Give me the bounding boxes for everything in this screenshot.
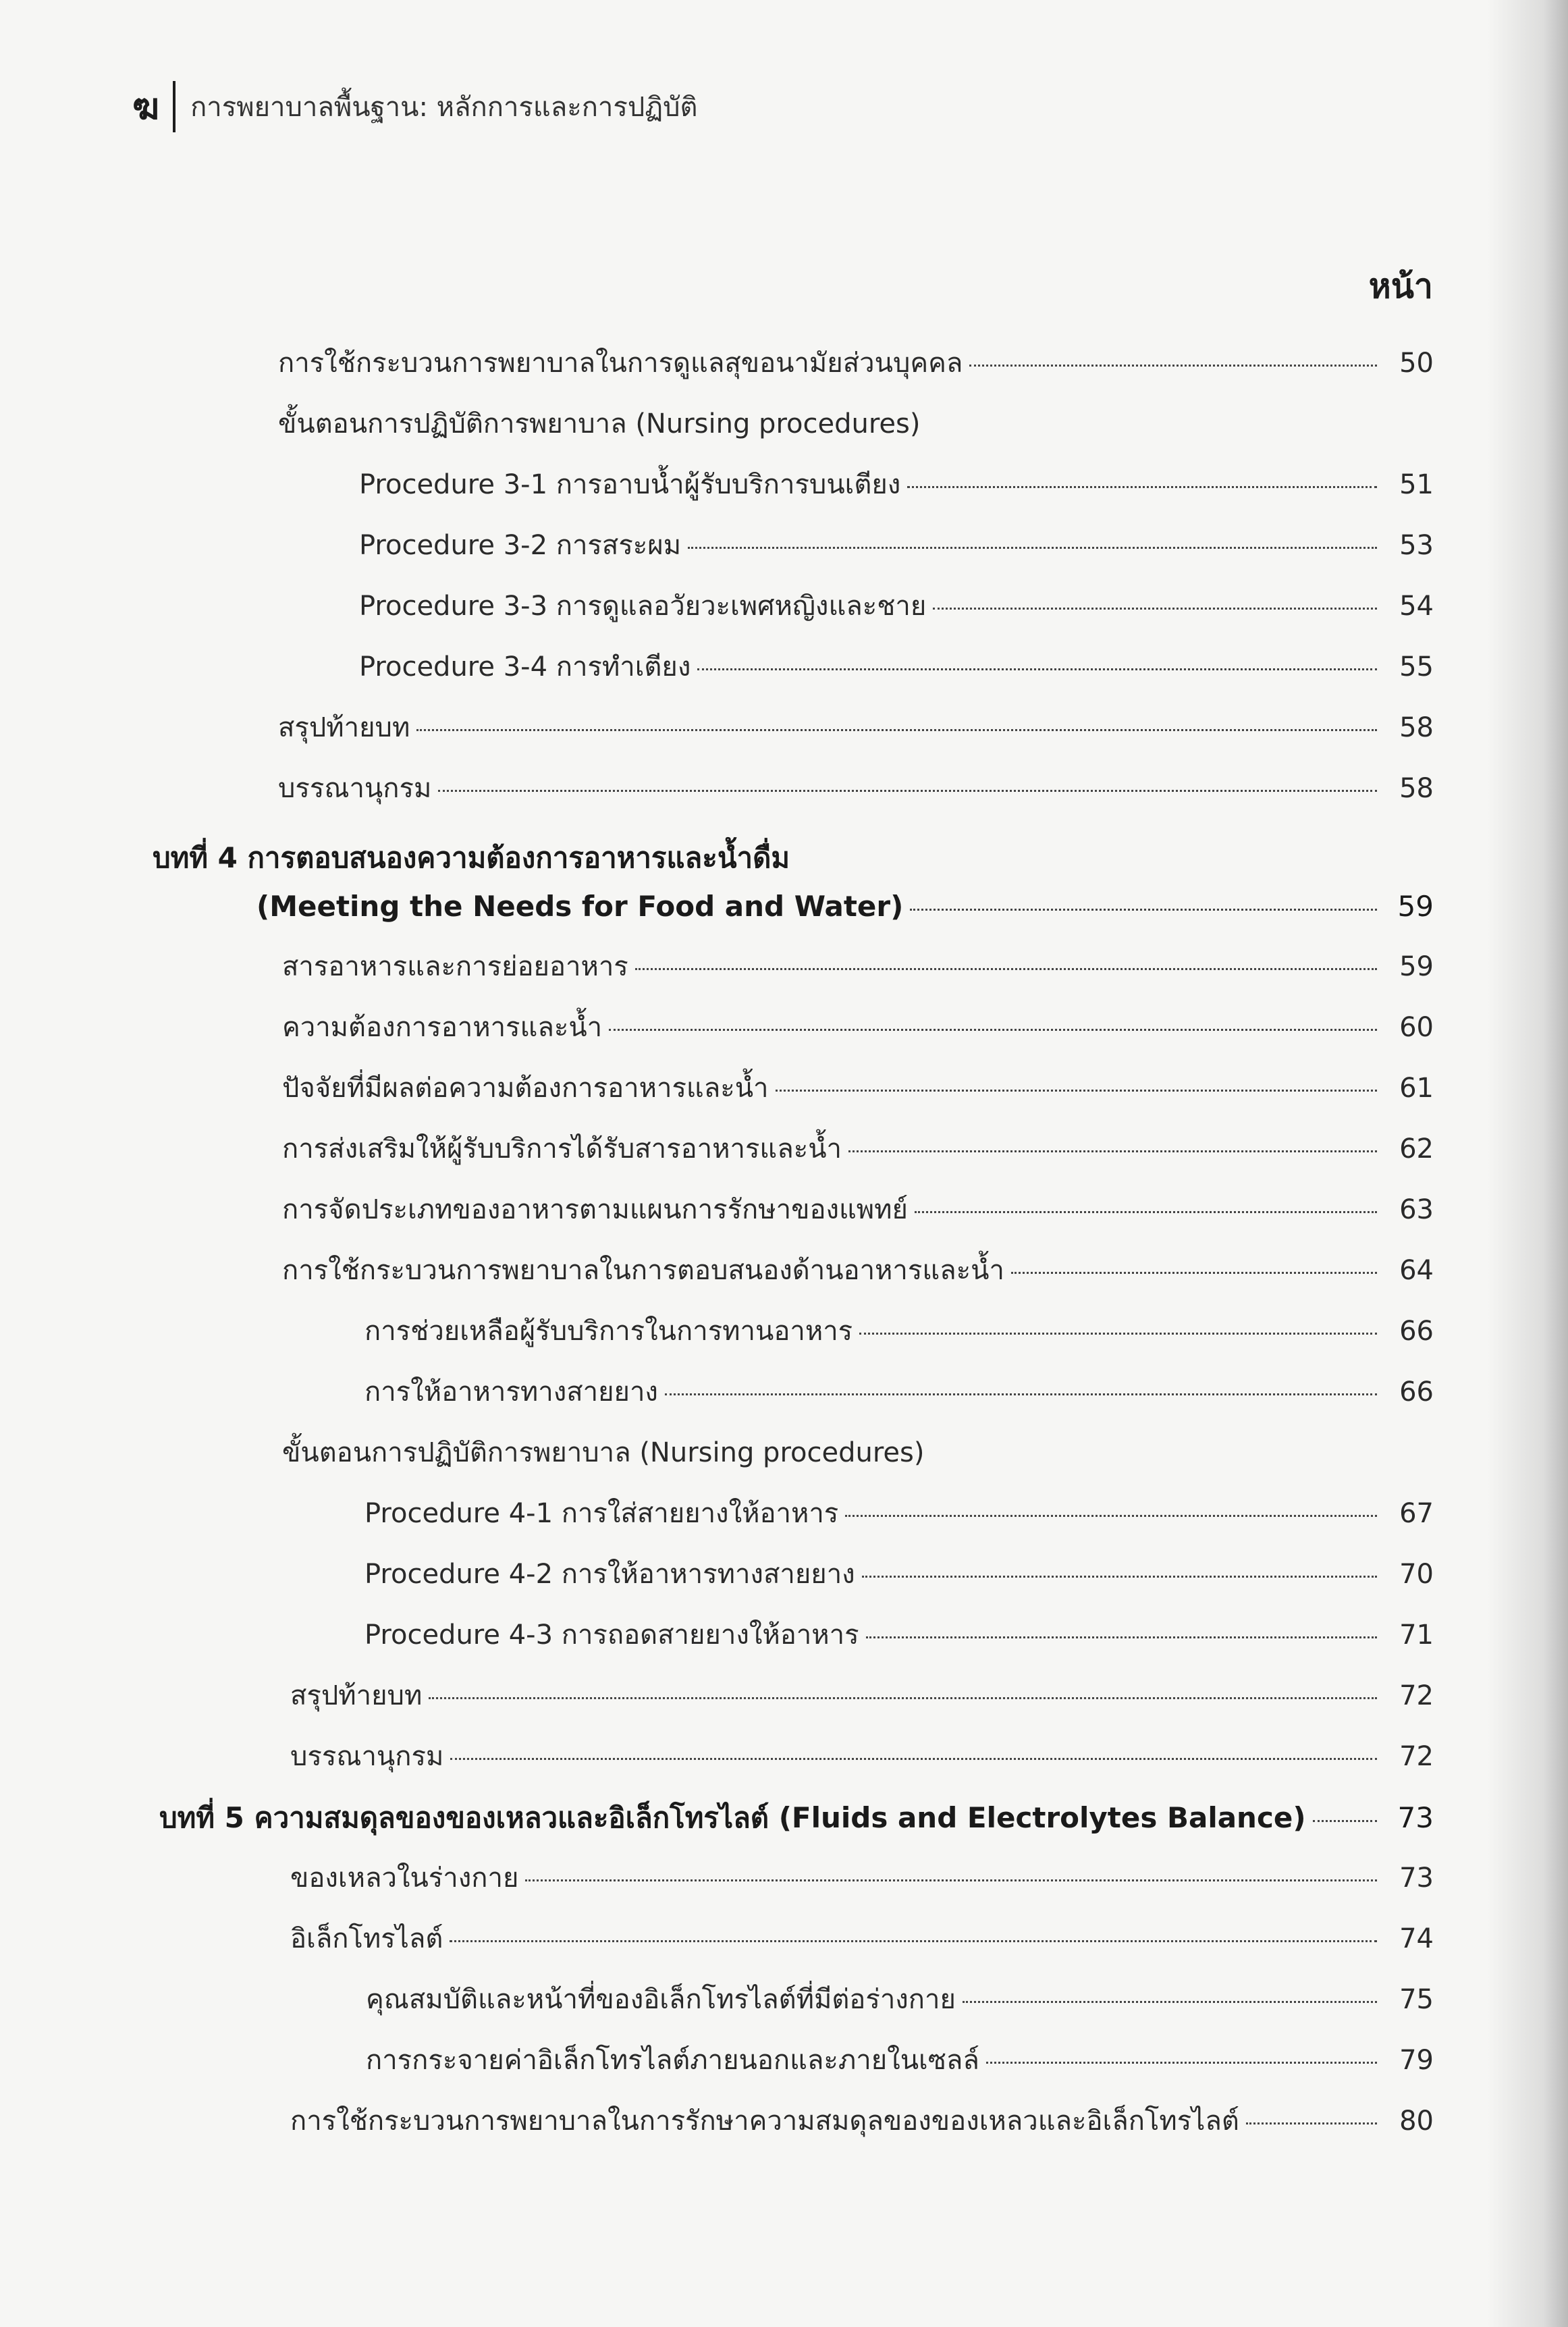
toc-entry: Procedure 3-4 การทำเตียง 55 xyxy=(359,651,1434,683)
dot-leader xyxy=(963,2001,1377,2003)
dot-leader xyxy=(429,1697,1377,1699)
toc-entry: ขั้นตอนการปฏิบัติการพยาบาล (Nursing procedures) xyxy=(282,1437,925,1468)
toc-entry: การใช้กระบวนการพยาบาลในการดูแลสุขอนามัยส่วนบุคคล 50 xyxy=(278,348,1434,379)
dot-leader xyxy=(450,1940,1377,1942)
dot-leader xyxy=(665,1393,1377,1395)
toc-entry: บรรณานุกรม 72 xyxy=(290,1741,1434,1772)
page-column-heading: หน้า xyxy=(1368,267,1433,306)
dot-leader xyxy=(915,1211,1377,1213)
toc-entry: สารอาหารและการย่อยอาหาร 59 xyxy=(282,951,1434,982)
dot-leader xyxy=(416,729,1377,731)
page-number-mark: ฆ xyxy=(132,85,160,128)
toc-entry: การช่วยเหลือผู้รับบริการในการทานอาหาร 66 xyxy=(364,1316,1434,1347)
toc-entry: Procedure 4-3 การถอดสายยางให้อาหาร 71 xyxy=(364,1620,1434,1651)
chapter-heading: บทที่ 5 ความสมดุลของของเหลวและอิเล็กโทรไลต์ (Fluids and Electrolytes Balance) 73 xyxy=(159,1801,1434,1834)
toc-entry: Procedure 4-2 การให้อาหารทางสายยาง 70 xyxy=(364,1559,1434,1590)
dot-leader xyxy=(933,608,1377,610)
toc-entry: Procedure 3-2 การสระผม 53 xyxy=(359,530,1434,561)
toc-entry: Procedure 3-1 การอาบน้ำผู้รับบริการบนเตียง 51 xyxy=(359,469,1434,500)
dot-leader xyxy=(609,1029,1377,1031)
dot-leader xyxy=(688,547,1377,549)
chapter-heading: (Meeting the Needs for Food and Water) 59 xyxy=(256,890,1434,923)
toc-entry: การจัดประเภทของอาหารตามแผนการรักษาของแพทย์ 63 xyxy=(282,1194,1434,1225)
toc-entry: การใช้กระบวนการพยาบาลในการตอบสนองด้านอาหารและน้ำ 64 xyxy=(282,1255,1434,1286)
dot-leader xyxy=(848,1150,1377,1152)
toc-entry: การส่งเสริมให้ผู้รับบริการได้รับสารอาหารและน้ำ 62 xyxy=(282,1133,1434,1165)
dot-leader xyxy=(859,1333,1377,1335)
dot-leader xyxy=(1246,2122,1377,2124)
dot-leader xyxy=(866,1636,1377,1638)
dot-leader xyxy=(907,486,1377,488)
toc-entry: Procedure 3-3 การดูแลอวัยวะเพศหญิงและชาย 54 xyxy=(359,591,1434,622)
dot-leader xyxy=(697,668,1377,670)
toc-entry: ความต้องการอาหารและน้ำ 60 xyxy=(282,1012,1434,1043)
dot-leader xyxy=(776,1090,1377,1092)
dot-leader xyxy=(1011,1272,1377,1274)
toc-entry: คุณสมบัติและหน้าที่ของอิเล็กโทรไลต์ที่มีต่อร่างกาย 75 xyxy=(366,1984,1434,2015)
dot-leader xyxy=(969,365,1377,367)
toc-entry: ของเหลวในร่างกาย 73 xyxy=(290,1863,1434,1894)
dot-leader xyxy=(845,1515,1377,1517)
dot-leader xyxy=(862,1576,1377,1578)
page-edge-shadow xyxy=(1487,0,1568,2327)
toc-entry: สรุปท้ายบท 72 xyxy=(290,1680,1434,1711)
dot-leader xyxy=(438,790,1377,792)
dot-leader xyxy=(1313,1820,1377,1822)
toc-entry: สรุปท้ายบท 58 xyxy=(278,712,1434,743)
dot-leader xyxy=(635,968,1377,970)
header-divider xyxy=(173,81,175,132)
toc-entry: การให้อาหารทางสายยาง 66 xyxy=(364,1376,1434,1408)
book-title: การพยาบาลพื้นฐาน: หลักการและการปฏิบัติ xyxy=(190,92,698,123)
running-header xyxy=(132,80,697,134)
toc-entry: Procedure 4-1 การใส่สายยางให้อาหาร 67 xyxy=(364,1498,1434,1529)
toc-entry: การกระจายค่าอิเล็กโทรไลต์ภายนอกและภายในเซลล์ 79 xyxy=(366,2045,1434,2076)
toc-entry: บรรณานุกรม 58 xyxy=(278,773,1434,804)
dot-leader xyxy=(910,909,1377,911)
dot-leader xyxy=(525,1879,1377,1881)
dot-leader xyxy=(450,1758,1377,1760)
toc-entry: การใช้กระบวนการพยาบาลในการรักษาความสมดุลของของเหลวและอิเล็กโทรไลต์ 80 xyxy=(290,2106,1434,2137)
toc-entry: ปัจจัยที่มีผลต่อความต้องการอาหารและน้ำ 61 xyxy=(282,1073,1434,1104)
dot-leader xyxy=(986,2062,1377,2064)
chapter-heading: บทที่ 4 การตอบสนองความต้องการอาหารและน้ำดื่ม xyxy=(153,841,790,874)
toc-entry: ขั้นตอนการปฏิบัติการพยาบาล (Nursing procedures) xyxy=(278,408,921,439)
toc-entry: อิเล็กโทรไลต์ 74 xyxy=(290,1923,1434,1954)
